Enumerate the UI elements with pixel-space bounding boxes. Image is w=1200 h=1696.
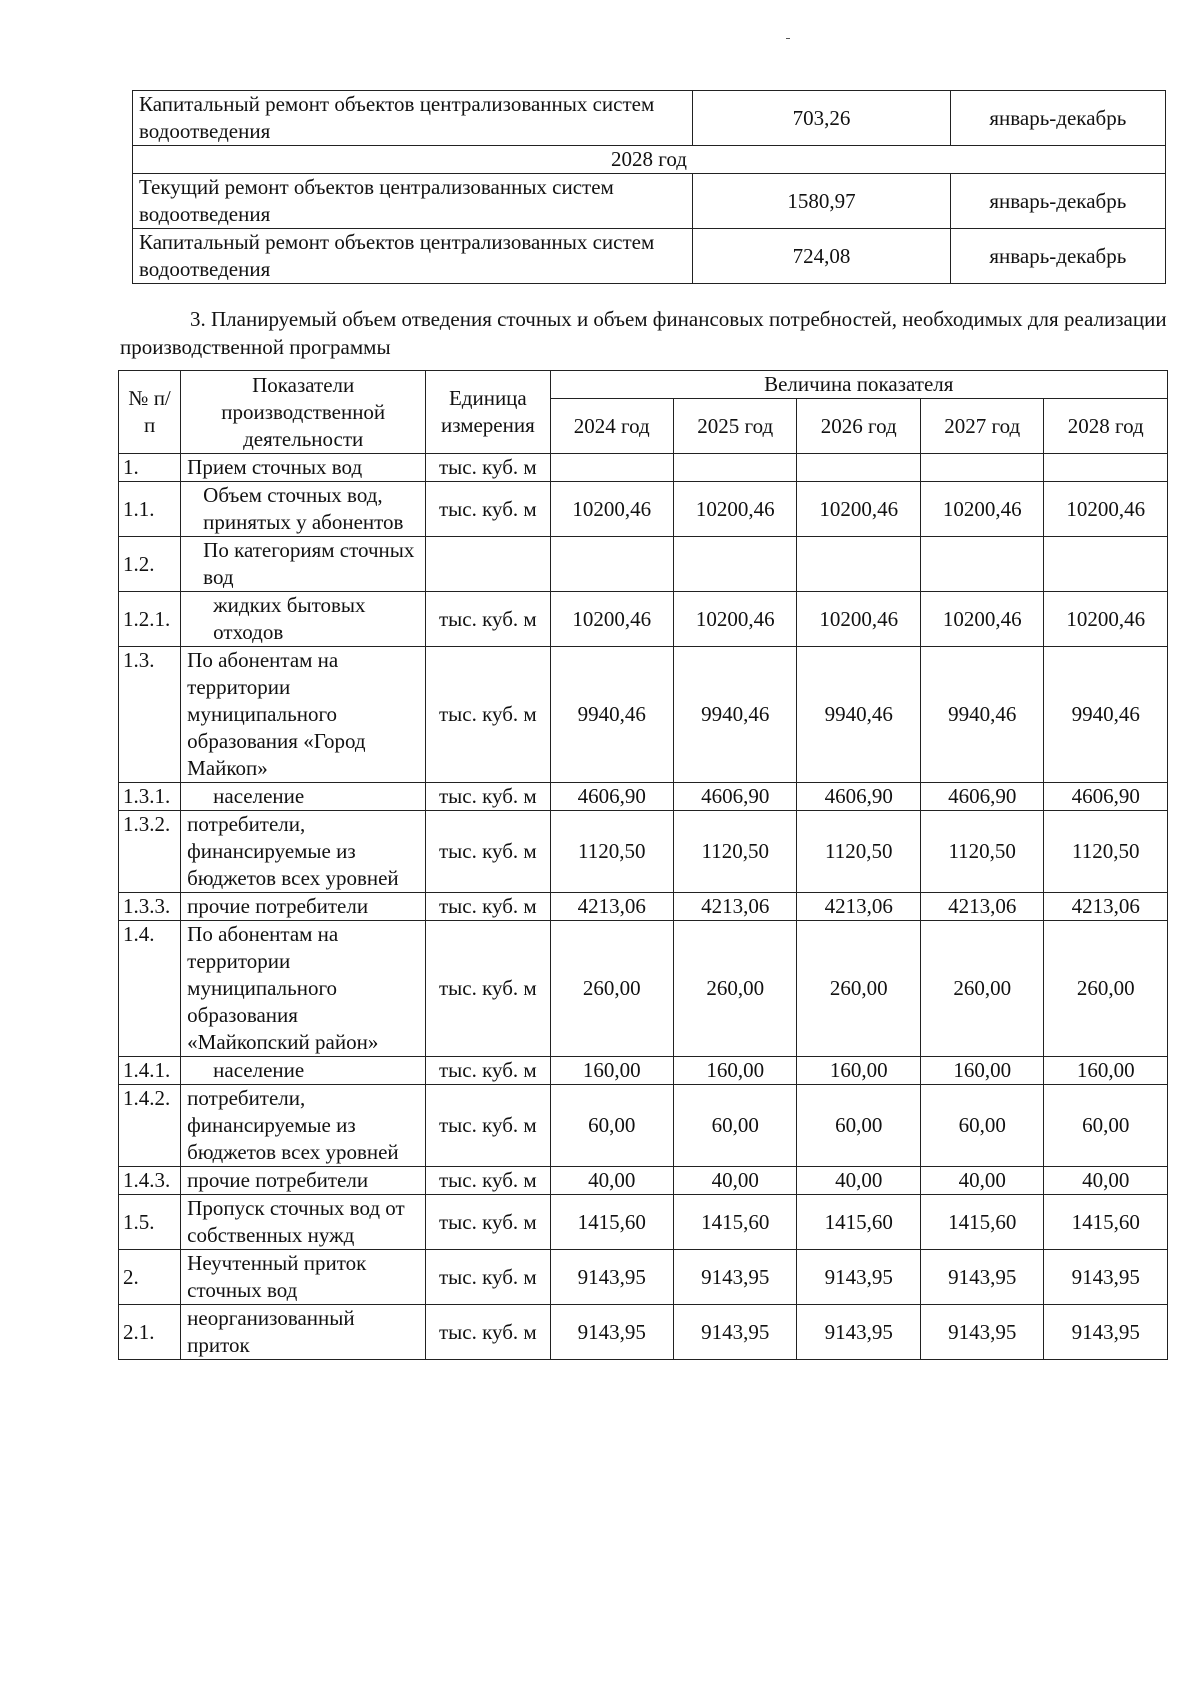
- value-cell: 160,00: [920, 1057, 1043, 1085]
- value-cell: 4606,90: [673, 783, 796, 811]
- indicator-name: Прием сточных вод: [181, 454, 426, 482]
- value-cell: [797, 537, 920, 592]
- value-cell: 60,00: [920, 1085, 1043, 1167]
- value-cell: [550, 454, 673, 482]
- table-body: [119, 454, 1168, 1360]
- value-cell: 60,00: [673, 1085, 796, 1167]
- work-name: Капитальный ремонт объектов централизованных систем водоотведения: [133, 229, 693, 284]
- value-cell: 10200,46: [1044, 592, 1168, 647]
- unit-cell: тыс. куб. м: [426, 893, 550, 921]
- value-cell: 40,00: [550, 1167, 673, 1195]
- value-cell: 1415,60: [920, 1195, 1043, 1250]
- value-cell: 10200,46: [920, 592, 1043, 647]
- indicator-name: потребители, финансируемые из бюджетов всех уровней: [181, 811, 426, 893]
- row-number: 1.5.: [119, 1195, 181, 1250]
- header-indicator: Показатели производственной деятельности: [181, 371, 426, 454]
- value-cell: 1120,50: [1044, 811, 1168, 893]
- row-number: 2.1.: [119, 1305, 181, 1360]
- value-cell: [797, 454, 920, 482]
- value-cell: 4606,90: [920, 783, 1043, 811]
- row-number: 1.2.: [119, 537, 181, 592]
- table-row: [119, 1305, 1168, 1360]
- value-cell: 1415,60: [1044, 1195, 1168, 1250]
- table-row: [119, 537, 1168, 592]
- indicator-name: неорганизованный приток: [181, 1305, 426, 1360]
- value-cell: 60,00: [550, 1085, 673, 1167]
- header-year: 2024 год: [550, 399, 673, 454]
- indicator-name: население: [181, 783, 426, 811]
- unit-cell: тыс. куб. м: [426, 1250, 550, 1305]
- value-cell: 40,00: [1044, 1167, 1168, 1195]
- table-row: [133, 174, 1166, 229]
- value-cell: 9143,95: [673, 1305, 796, 1360]
- indicator-name: Неучтенный приток сточных вод: [181, 1250, 426, 1305]
- row-number: 1.3.1.: [119, 783, 181, 811]
- value-cell: 10200,46: [550, 482, 673, 537]
- work-cost: 1580,97: [693, 174, 950, 229]
- table-row: [119, 482, 1168, 537]
- value-cell: 9143,95: [920, 1305, 1043, 1360]
- indicator-name: прочие потребители: [181, 893, 426, 921]
- indicator-name: Пропуск сточных вод от собственных нужд: [181, 1195, 426, 1250]
- value-cell: [673, 454, 796, 482]
- value-cell: 40,00: [797, 1167, 920, 1195]
- work-period: январь-декабрь: [950, 229, 1165, 284]
- unit-cell: тыс. куб. м: [426, 482, 550, 537]
- value-cell: 9143,95: [797, 1250, 920, 1305]
- work-period: январь-декабрь: [950, 174, 1165, 229]
- header-year: 2026 год: [797, 399, 920, 454]
- value-cell: 4213,06: [1044, 893, 1168, 921]
- value-cell: 10200,46: [797, 592, 920, 647]
- repair-schedule-table: [132, 90, 1166, 284]
- row-number: 1.: [119, 454, 181, 482]
- value-cell: 10200,46: [673, 592, 796, 647]
- work-name: Капитальный ремонт объектов централизованных систем водоотведения: [133, 91, 693, 146]
- unit-cell: тыс. куб. м: [426, 783, 550, 811]
- value-cell: 9143,95: [673, 1250, 796, 1305]
- unit-cell: тыс. куб. м: [426, 811, 550, 893]
- value-cell: 4213,06: [550, 893, 673, 921]
- value-cell: 1415,60: [550, 1195, 673, 1250]
- header-value-group: Величина показателя: [550, 371, 1168, 399]
- value-cell: 60,00: [1044, 1085, 1168, 1167]
- value-cell: 40,00: [673, 1167, 796, 1195]
- indicator-name: жидких бытовых отходов: [181, 592, 426, 647]
- value-cell: 9143,95: [550, 1305, 673, 1360]
- indicator-name: По абонентам на территории муниципального образования «Майкопский район»: [181, 921, 426, 1057]
- row-number: 1.4.1.: [119, 1057, 181, 1085]
- value-cell: 9143,95: [550, 1250, 673, 1305]
- value-cell: 9940,46: [673, 647, 796, 783]
- work-name: Текущий ремонт объектов централизованных систем водоотведения: [133, 174, 693, 229]
- unit-cell: тыс. куб. м: [426, 1167, 550, 1195]
- section-heading: 3. Планируемый объем отведения сточных и объем финансовых потребностей, необходимых для реализации производственной программы: [120, 307, 1167, 359]
- header-row: [119, 371, 1168, 399]
- header-year: 2028 год: [1044, 399, 1168, 454]
- value-cell: 60,00: [797, 1085, 920, 1167]
- value-cell: 260,00: [550, 921, 673, 1057]
- work-cost: 703,26: [693, 91, 950, 146]
- row-number: 1.4.: [119, 921, 181, 1057]
- value-cell: 4213,06: [797, 893, 920, 921]
- value-cell: 9143,95: [1044, 1305, 1168, 1360]
- row-number: 2.: [119, 1250, 181, 1305]
- unit-cell: тыс. куб. м: [426, 1057, 550, 1085]
- value-cell: 260,00: [1044, 921, 1168, 1057]
- value-cell: 160,00: [797, 1057, 920, 1085]
- table-row: [133, 229, 1166, 284]
- header-unit: Единица измерения: [426, 371, 550, 454]
- table-row: [119, 921, 1168, 1057]
- value-cell: 1120,50: [550, 811, 673, 893]
- table-row: [119, 1195, 1168, 1250]
- row-number: 1.4.2.: [119, 1085, 181, 1167]
- table-row: [119, 592, 1168, 647]
- indicators-table: [118, 370, 1168, 1360]
- value-cell: 9143,95: [1044, 1250, 1168, 1305]
- indicator-name: По абонентам на территории муниципального образования «Город Майкоп»: [181, 647, 426, 783]
- value-cell: 9940,46: [550, 647, 673, 783]
- value-cell: 9940,46: [1044, 647, 1168, 783]
- value-cell: 10200,46: [673, 482, 796, 537]
- table-row: [133, 91, 1166, 146]
- unit-cell: тыс. куб. м: [426, 921, 550, 1057]
- indicator-name: Объем сточных вод, принятых у абонентов: [181, 482, 426, 537]
- value-cell: 260,00: [920, 921, 1043, 1057]
- year-label: 2028 год: [133, 146, 1166, 174]
- table-row: [119, 1167, 1168, 1195]
- header-year: 2027 год: [920, 399, 1043, 454]
- table-row: [119, 893, 1168, 921]
- table-row: [119, 454, 1168, 482]
- value-cell: [920, 537, 1043, 592]
- value-cell: [550, 537, 673, 592]
- value-cell: 160,00: [1044, 1057, 1168, 1085]
- work-cost: 724,08: [693, 229, 950, 284]
- table-row: [119, 647, 1168, 783]
- value-cell: 160,00: [673, 1057, 796, 1085]
- value-cell: 9940,46: [797, 647, 920, 783]
- row-number: 1.3.2.: [119, 811, 181, 893]
- row-number: 1.1.: [119, 482, 181, 537]
- table-row: [119, 1250, 1168, 1305]
- value-cell: 10200,46: [797, 482, 920, 537]
- value-cell: 260,00: [797, 921, 920, 1057]
- value-cell: 1120,50: [797, 811, 920, 893]
- value-cell: 4213,06: [920, 893, 1043, 921]
- unit-cell: тыс. куб. м: [426, 592, 550, 647]
- value-cell: 1120,50: [673, 811, 796, 893]
- unit-cell: [426, 537, 550, 592]
- table-row: [119, 783, 1168, 811]
- unit-cell: тыс. куб. м: [426, 1195, 550, 1250]
- year-row: [133, 146, 1166, 174]
- value-cell: 1415,60: [797, 1195, 920, 1250]
- value-cell: 160,00: [550, 1057, 673, 1085]
- value-cell: 4606,90: [550, 783, 673, 811]
- unit-cell: тыс. куб. м: [426, 1305, 550, 1360]
- header-year: 2025 год: [673, 399, 796, 454]
- value-cell: [1044, 537, 1168, 592]
- work-period: январь-декабрь: [950, 91, 1165, 146]
- value-cell: 4213,06: [673, 893, 796, 921]
- table-row: [119, 1057, 1168, 1085]
- indicator-name: прочие потребители: [181, 1167, 426, 1195]
- indicator-name: население: [181, 1057, 426, 1085]
- value-cell: 1120,50: [920, 811, 1043, 893]
- indicator-name: По категориям сточных вод: [181, 537, 426, 592]
- value-cell: 9940,46: [920, 647, 1043, 783]
- value-cell: 1415,60: [673, 1195, 796, 1250]
- value-cell: 9143,95: [797, 1305, 920, 1360]
- value-cell: 4606,90: [1044, 783, 1168, 811]
- unit-cell: тыс. куб. м: [426, 454, 550, 482]
- value-cell: 10200,46: [920, 482, 1043, 537]
- table-row: [119, 811, 1168, 893]
- value-cell: 10200,46: [550, 592, 673, 647]
- row-number: 1.4.3.: [119, 1167, 181, 1195]
- table-row: [119, 1085, 1168, 1167]
- value-cell: 9143,95: [920, 1250, 1043, 1305]
- row-number: 1.3.: [119, 647, 181, 783]
- value-cell: 10200,46: [1044, 482, 1168, 537]
- row-number: 1.3.3.: [119, 893, 181, 921]
- value-cell: [920, 454, 1043, 482]
- header-num: № п/п: [119, 371, 181, 454]
- unit-cell: тыс. куб. м: [426, 647, 550, 783]
- indicator-name: потребители, финансируемые из бюджетов всех уровней: [181, 1085, 426, 1167]
- value-cell: 260,00: [673, 921, 796, 1057]
- row-number: 1.2.1.: [119, 592, 181, 647]
- scan-mark: [786, 38, 790, 39]
- unit-cell: тыс. куб. м: [426, 1085, 550, 1167]
- value-cell: 4606,90: [797, 783, 920, 811]
- value-cell: [673, 537, 796, 592]
- value-cell: [1044, 454, 1168, 482]
- value-cell: 40,00: [920, 1167, 1043, 1195]
